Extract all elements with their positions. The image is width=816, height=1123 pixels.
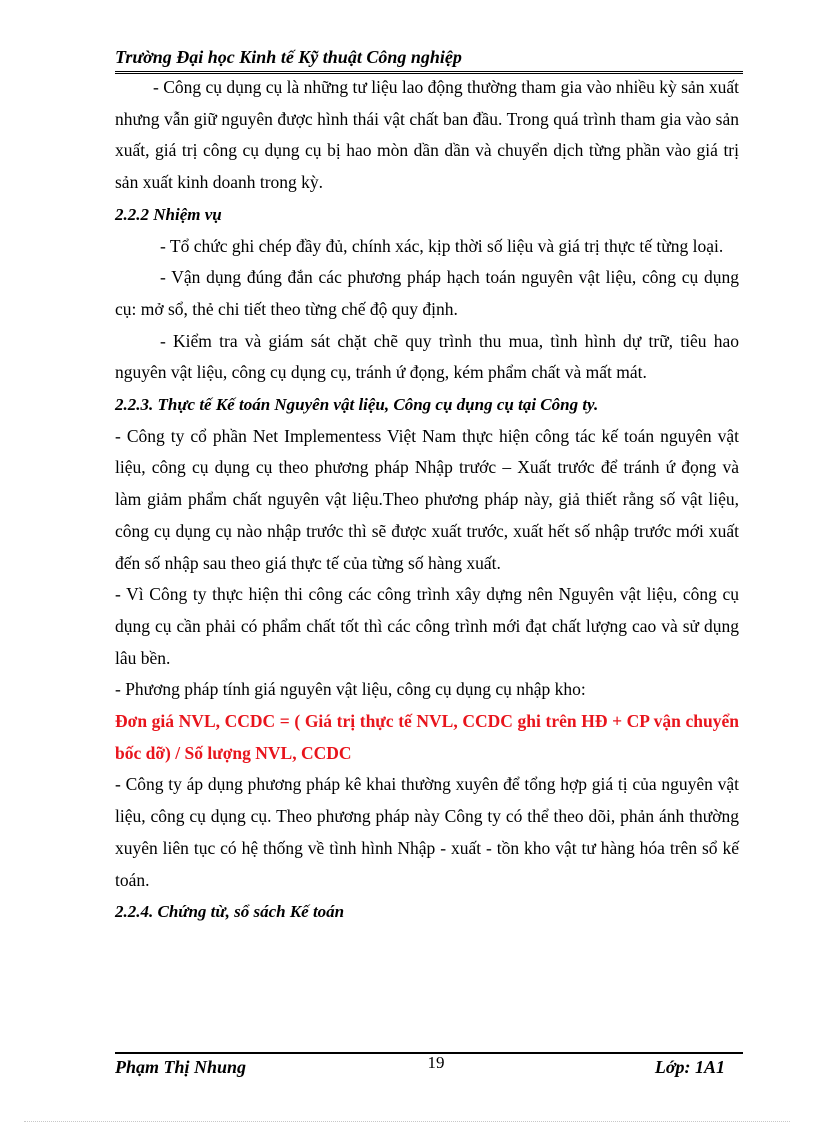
paragraph-quality-requirement: - Vì Công ty thực hiện thi công các công trình xây dựng nên Nguyên vật liệu, công cụ dụng cụ cần phải có phẩm chất tốt thì các công trình mới đạt chất lượng cao và sử dụng lâu bền. — [115, 584, 739, 668]
task-item-2: - Vận dụng đúng đắn các phương pháp hạch toán nguyên vật liệu, công cụ dụng cụ: mở sổ, thẻ chi tiết theo từng chế độ quy định. — [115, 267, 739, 319]
footer-class: Lớp: 1A1 — [654, 1057, 725, 1077]
task-item-3: - Kiểm tra và giám sát chặt chẽ quy trình thu mua, tình hình dự trữ, tiêu hao nguyên vật liệu, công cụ dụng cụ, tránh ứ đọng, kém phẩm chất và mất mát. — [115, 330, 739, 383]
footer-author: Phạm Thị Nhung — [115, 1057, 247, 1077]
heading-2-2-4: 2.2.4. Chứng từ, sổ sách Kế toán — [115, 902, 345, 922]
paragraph-perpetual-inventory: - Công ty áp dụng phương pháp kê khai thường xuyên để tổng hợp giá tị của nguyên vật liệu, công cụ dụng cụ. Theo phương pháp này Công ty có thể theo dõi, phản ánh thường xuyên liên tục có hệ thống về tình hình Nhập - xuất - tồn kho vật tư hàng hóa trên sổ kế toán. — [115, 774, 739, 890]
page-bottom-border — [24, 1121, 790, 1122]
page-header — [115, 45, 743, 74]
paragraph-tools-definition: - Công cụ dụng cụ là những tư liệu lao động thường tham gia vào nhiều kỳ sản xuất nhưng vẫn giữ nguyên được hình thái vật chất ban đầu. Trong quá trình tham gia vào sản xuất, giá trị công cụ dụng cụ bị hao mòn dần dần và chuyển dịch từng phần vào giá trị sản xuất kinh doanh trong kỳ. — [115, 77, 739, 193]
unit-price-formula: Đơn giá NVL, CCDC = ( Giá trị thực tế NVL, CCDC ghi trên HĐ + CP vận chuyển bốc dỡ) / Số lượng NVL, CCDC — [115, 711, 739, 763]
page-number: 19 — [427, 1053, 445, 1072]
paragraph-pricing-method: - Phương pháp tính giá nguyên vật liệu, công cụ dụng cụ nhập kho: — [115, 679, 586, 700]
heading-2-2-3: 2.2.3. Thực tế Kế toán Nguyên vật liệu, Công cụ dụng cụ tại Công ty. — [115, 395, 599, 415]
task-item-1: - Tổ chức ghi chép đầy đủ, chính xác, kịp thời số liệu và giá trị thực tế từng loại. — [160, 235, 724, 256]
page-content — [115, 72, 739, 928]
heading-2-2-2: 2.2.2 Nhiệm vụ — [115, 204, 222, 224]
paragraph-fifo-method: - Công ty cổ phần Net Implementess Việt Nam thực hiện công tác kế toán nguyên vật liệu, công cụ dụng cụ theo phương pháp Nhập trước – Xuất trước để tránh ứ đọng và làm giảm phẩm chất nguyên vật liệu.Theo phương pháp này, giả thiết rằng số vật liệu, công cụ dụng cụ nào nhập trước thì sẽ được xuất trước, xuất hết số nhập trước mới xuất đến số nhập sau theo giá thực tế của từng số hàng xuất. — [115, 425, 739, 573]
header-title: Trường Đại học Kinh tế Kỹ thuật Công nghiệp — [115, 47, 462, 67]
